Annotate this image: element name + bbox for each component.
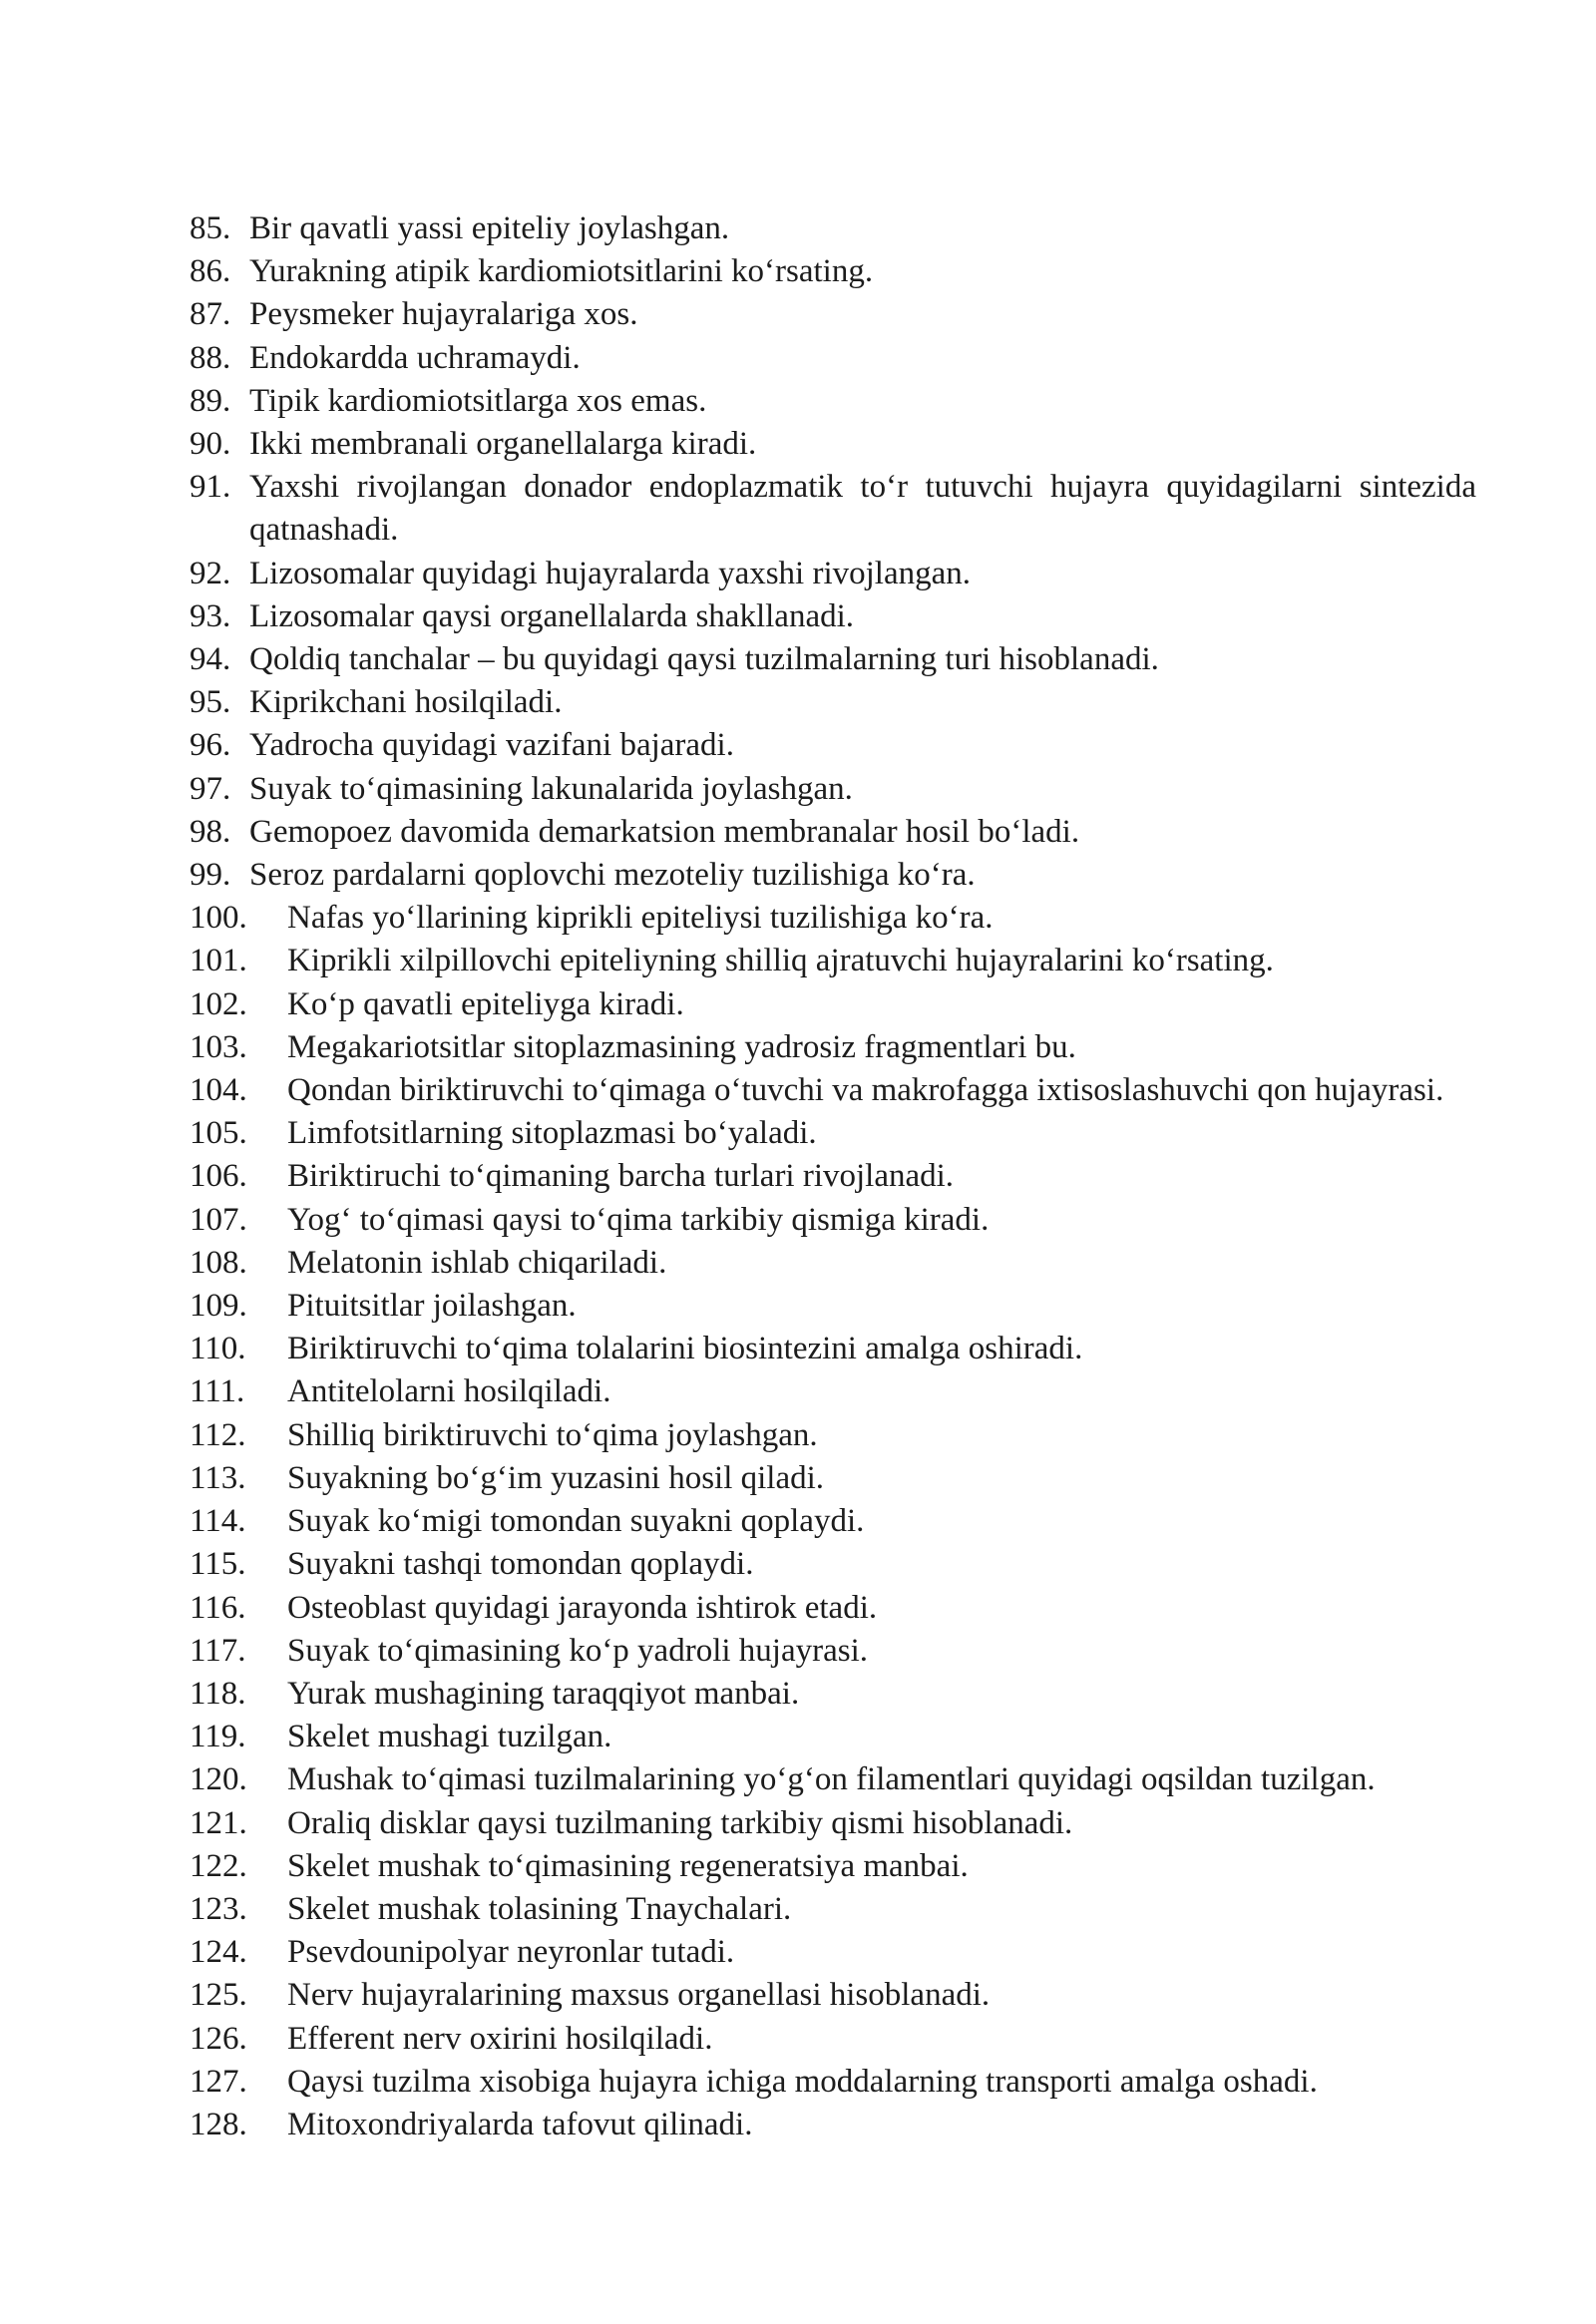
question-number: 96. xyxy=(190,727,231,764)
question-number: 89. xyxy=(190,382,231,419)
question-number: 108. xyxy=(190,1244,247,1281)
question-text: Kiprikchani hosilqiladi. xyxy=(249,684,563,721)
question-number: 109. xyxy=(190,1288,247,1325)
question-number: 112. xyxy=(190,1416,246,1453)
question-text: Suyak to‘qimasining ko‘p yadroli hujayrasi. xyxy=(287,1632,868,1669)
question-number: 121. xyxy=(190,1804,247,1841)
question-text: Pituitsitlar joilashgan. xyxy=(287,1288,577,1325)
question-text: Ko‘p qavatli epiteliyga kiradi. xyxy=(287,985,684,1022)
question-item xyxy=(190,250,1476,293)
question-item xyxy=(190,1931,1476,1974)
question-number: 123. xyxy=(190,1890,247,1927)
question-number: 117. xyxy=(190,1632,246,1669)
question-item xyxy=(190,1845,1476,1888)
question-number: 95. xyxy=(190,684,231,721)
question-text: Osteoblast quyidagi jarayonda ishtirok etadi. xyxy=(287,1589,878,1626)
question-number: 125. xyxy=(190,1977,247,2014)
question-text: Yadrocha quyidagi vazifani bajaradi. xyxy=(249,727,734,764)
question-text: Psevdounipolyar neyronlar tutadi. xyxy=(287,1934,735,1971)
question-text: Shilliq biriktiruvchi to‘qima joylashgan. xyxy=(287,1416,818,1453)
question-item xyxy=(190,2018,1476,2061)
question-text: Suyak ko‘migi tomondan suyakni qoplaydi. xyxy=(287,1503,865,1540)
question-item xyxy=(190,854,1476,897)
question-item xyxy=(190,1630,1476,1673)
question-number: 91. xyxy=(190,469,231,506)
question-text: Skelet mushagi tuzilgan. xyxy=(287,1719,612,1755)
question-item xyxy=(190,1543,1476,1586)
question-text: Suyak to‘qimasining lakunalarida joylashgan. xyxy=(249,770,853,807)
question-item xyxy=(190,1974,1476,2017)
question-item xyxy=(190,207,1476,250)
question-number: 103. xyxy=(190,1028,247,1065)
question-text: Biriktiruvchi to‘qima tolalarini biosintezini amalga oshiradi. xyxy=(287,1331,1083,1367)
question-item xyxy=(190,1414,1476,1457)
question-text: Seroz pardalarni qoplovchi mezoteliy tuzilishiga ko‘ra. xyxy=(249,857,976,894)
question-text: Skelet mushak to‘qimasining regeneratsiya manbai. xyxy=(287,1847,969,1884)
question-number: 106. xyxy=(190,1158,247,1195)
question-text: Biriktiruchi to‘qimaning barcha turlari rivojlanadi. xyxy=(287,1158,955,1195)
question-number: 111. xyxy=(190,1373,245,1410)
question-item xyxy=(190,1199,1476,1242)
question-item xyxy=(190,1587,1476,1630)
question-text: Mitoxondriyalarda tafovut qilinadi. xyxy=(287,2106,753,2142)
question-text: Mushak to‘qimasi tuzilmalarining yo‘g‘on filamentlari quyidagi oqsildan tuzilgan. xyxy=(287,1761,1376,1798)
question-text: Yurakning atipik kardiomiotsitlarini ko‘rsating. xyxy=(249,253,874,290)
question-number: 86. xyxy=(190,253,231,290)
question-text: Melatonin ishlab chiqariladi. xyxy=(287,1244,667,1281)
question-number: 85. xyxy=(190,210,231,246)
question-item xyxy=(190,1370,1476,1413)
question-number: 120. xyxy=(190,1761,247,1798)
question-text: Ikki membranali organellalarga kiradi. xyxy=(249,426,757,463)
question-text: Lizosomalar qaysi organellalarda shakllanadi. xyxy=(249,597,855,634)
question-number: 127. xyxy=(190,2063,247,2100)
question-item xyxy=(190,1716,1476,1758)
question-item xyxy=(190,1500,1476,1543)
question-text: Tipik kardiomiotsitlarga xos emas. xyxy=(249,382,707,419)
question-item xyxy=(190,1328,1476,1370)
question-text: Lizosomalar quyidagi hujayralarda yaxshi rivojlangan. xyxy=(249,555,972,591)
question-item xyxy=(190,1457,1476,1500)
question-item xyxy=(190,595,1476,638)
question-item xyxy=(190,1802,1476,1845)
question-text: Efferent nerv oxirini hosilqiladi. xyxy=(287,2020,713,2057)
question-text: Endokardda uchramaydi. xyxy=(249,339,581,376)
question-item xyxy=(190,811,1476,854)
question-item xyxy=(190,2061,1476,2104)
question-item xyxy=(190,1888,1476,1931)
question-number: 94. xyxy=(190,641,231,678)
question-text: Nafas yo‘llarining kiprikli epiteliysi tuzilishiga ko‘ra. xyxy=(287,900,994,937)
question-text: Oraliq disklar qaysi tuzilmaning tarkibiy qismi hisoblanadi. xyxy=(287,1804,1073,1841)
question-text: Nerv hujayralarining maxsus organellasi hisoblanadi. xyxy=(287,1977,991,2014)
question-item xyxy=(190,1242,1476,1285)
question-item xyxy=(190,1285,1476,1328)
question-item xyxy=(190,1758,1476,1801)
question-number: 114. xyxy=(190,1503,246,1540)
question-item xyxy=(190,897,1476,940)
question-number: 99. xyxy=(190,857,231,894)
question-item xyxy=(190,983,1476,1026)
question-text: Limfotsitlarning sitoplazmasi bo‘yaladi. xyxy=(287,1115,817,1152)
question-number: 105. xyxy=(190,1115,247,1152)
question-text: Qoldiq tanchalar – bu quyidagi qaysi tuzilmalarning turi hisoblanadi. xyxy=(249,641,1159,678)
question-text: Antitelolarni hosilqiladi. xyxy=(287,1373,611,1410)
question-number: 115. xyxy=(190,1546,246,1583)
question-text: Yurak mushagining taraqqiyot manbai. xyxy=(287,1675,800,1712)
question-text: Suyakni tashqi tomondan qoplaydi. xyxy=(287,1546,754,1583)
question-item xyxy=(190,1155,1476,1198)
question-number: 116. xyxy=(190,1589,246,1626)
question-number: 97. xyxy=(190,770,231,807)
question-number: 126. xyxy=(190,2020,247,2057)
question-text: Qaysi tuzilma xisobiga hujayra ichiga moddalarning transporti amalga oshadi. xyxy=(287,2063,1318,2100)
question-item xyxy=(190,423,1476,466)
question-item xyxy=(190,768,1476,811)
question-number: 128. xyxy=(190,2106,247,2142)
question-text: Skelet mushak tolasining Tnaychalari. xyxy=(287,1890,792,1927)
question-number: 88. xyxy=(190,339,231,376)
question-number: 101. xyxy=(190,943,247,979)
question-item xyxy=(190,337,1476,380)
question-number: 107. xyxy=(190,1201,247,1238)
question-item xyxy=(190,2104,1476,2146)
question-list xyxy=(190,207,1476,2146)
question-text: Kiprikli xilpillovchi epiteliyning shilliq ajratuvchi hujayralarini ko‘rsating. xyxy=(287,943,1274,979)
question-item xyxy=(190,1673,1476,1716)
question-number: 102. xyxy=(190,985,247,1022)
question-number: 98. xyxy=(190,813,231,850)
question-text: Gemopoez davomida demarkatsion membranalar hosil bo‘ladi. xyxy=(249,813,1080,850)
question-text: Qondan biriktiruvchi to‘qimaga o‘tuvchi va makrofagga ixtisoslashuvchi qon hujayrasi. xyxy=(287,1072,1444,1109)
question-text: Megakariotsitlar sitoplazmasining yadrosiz fragmentlari bu. xyxy=(287,1028,1076,1065)
question-item xyxy=(190,724,1476,767)
question-number: 110. xyxy=(190,1331,246,1367)
question-item xyxy=(190,380,1476,423)
question-number: 93. xyxy=(190,597,231,634)
question-number: 113. xyxy=(190,1459,246,1496)
question-number: 119. xyxy=(190,1719,246,1755)
question-item xyxy=(190,1026,1476,1069)
question-number: 100. xyxy=(190,900,247,937)
question-text: Bir qavatli yassi epiteliy joylashgan. xyxy=(249,210,730,246)
question-item xyxy=(190,1112,1476,1155)
question-text: Peysmeker hujayralariga xos. xyxy=(249,296,638,333)
question-text: Yog‘ to‘qimasi qaysi to‘qima tarkibiy qismiga kiradi. xyxy=(287,1201,990,1238)
question-item xyxy=(190,293,1476,336)
question-number: 90. xyxy=(190,426,231,463)
question-number: 92. xyxy=(190,555,231,591)
question-item xyxy=(190,940,1476,982)
question-number: 124. xyxy=(190,1934,247,1971)
question-number: 122. xyxy=(190,1847,247,1884)
question-item xyxy=(190,553,1476,595)
question-item xyxy=(190,466,1476,552)
question-number: 87. xyxy=(190,296,231,333)
question-item xyxy=(190,638,1476,681)
question-number: 118. xyxy=(190,1675,246,1712)
question-text: Yaxshi rivojlangan donador endoplazmatik to‘r tutuvchi hujayra quyidagilarni sintezida qatnashadi. xyxy=(249,469,1476,549)
question-number: 104. xyxy=(190,1072,247,1109)
question-item xyxy=(190,681,1476,724)
question-item xyxy=(190,1069,1476,1112)
question-text: Suyakning bo‘g‘im yuzasini hosil qiladi. xyxy=(287,1459,825,1496)
